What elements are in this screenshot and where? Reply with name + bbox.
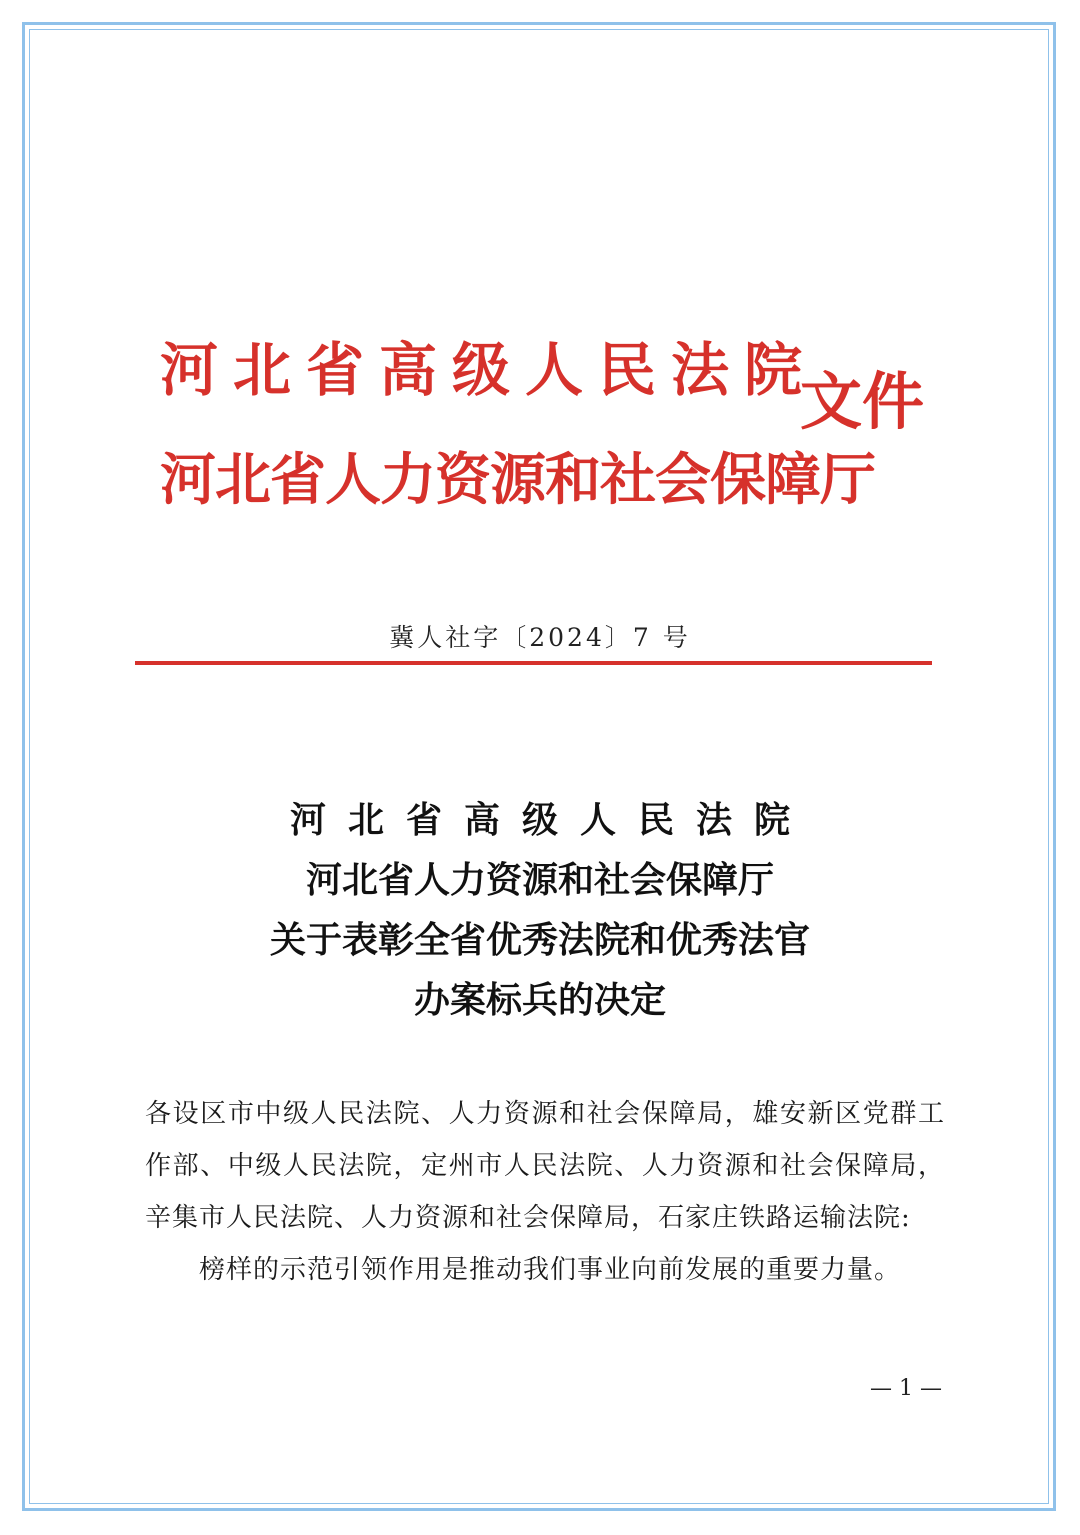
document-type-label: 文件 [800, 365, 925, 438]
document-title [0, 790, 1080, 1030]
salutation: 各设区市中级人民法院、人力资源和社会保障局，雄安新区党群工作部、中级人民法院，定州市人民法院、人力资源和社会保障局，辛集市人民法院、人力资源和社会保障局，石家庄铁路运输法院: [145, 1099, 945, 1233]
issuer-court: 河北省高级人民法院 [160, 336, 818, 404]
document-body [145, 1088, 945, 1296]
red-divider-line [135, 661, 932, 665]
page-number: — 1 — [870, 1376, 942, 1401]
document-number: 冀人社字〔2024〕7 号 [389, 623, 691, 652]
body-paragraph: 榜样的示范引领作用是推动我们事业向前发展的重要力量。 [199, 1255, 902, 1285]
title-line-4: 办案标兵的决定 [413, 979, 666, 1021]
title-line-1: 河北省高级人民法院 [289, 799, 812, 841]
issuer-hr-department: 河北省人力资源和社会保障厅 [160, 447, 875, 513]
title-line-2: 河北省人力资源和社会保障厅 [305, 859, 774, 901]
title-line-3: 关于表彰全省优秀法院和优秀法官 [269, 919, 810, 961]
